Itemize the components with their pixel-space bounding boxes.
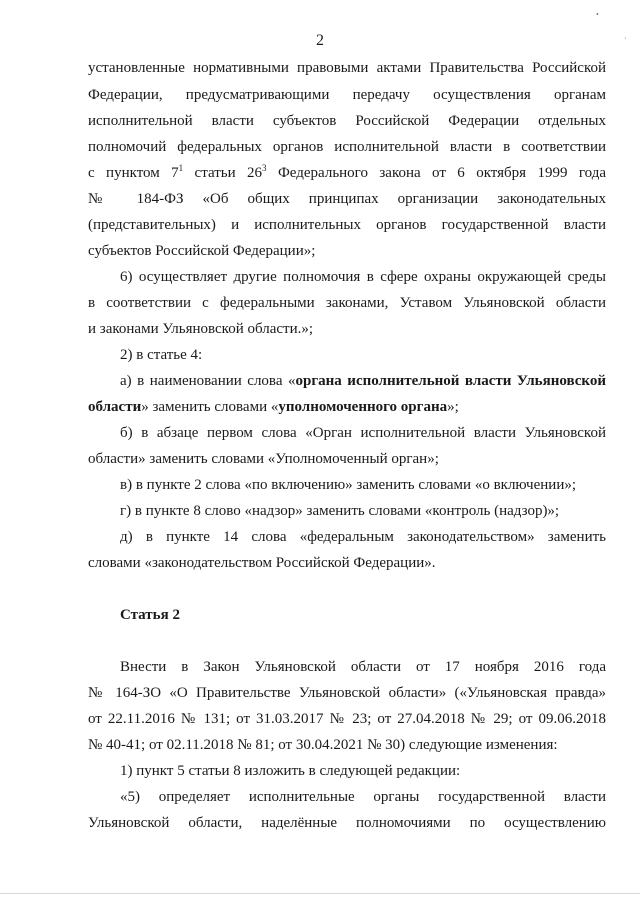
text-line: полномочий федеральных органов исполнительной власти в соответствии xyxy=(88,139,606,155)
text-line: «5) определяет исполнительные органы государственной власти xyxy=(120,789,606,805)
text-line: (представительных) и исполнительных органов государственной власти xyxy=(88,217,606,233)
text-line: б) в абзаце первом слова «Орган исполнительной власти Ульяновской xyxy=(120,425,606,441)
text-line: в соответствии с федеральными законами, Уставом Ульяновской области xyxy=(88,295,606,311)
scan-speck: · xyxy=(624,34,627,43)
text-line: Ульяновской области, наделённые полномочиями по осуществлению xyxy=(88,815,606,831)
text-line: г) в пункте 8 слово «надзор» заменить словами «контроль (надзор)»; xyxy=(120,503,560,519)
text-line-with-bold: а) в наименовании слова «органа исполнительной власти Ульяновской xyxy=(120,373,607,389)
text-line: установленные нормативными правовыми актами Правительства Российской xyxy=(88,60,606,76)
text-line: д) в пункте 14 слова «федеральным законодательством» заменить xyxy=(120,529,606,545)
text-line-with-superscripts: с пунктом $7^1$ статьи $26^3$ Федерального закона от 6 октября 1999 года xyxy=(88,163,606,181)
article-heading: Статья 2 xyxy=(120,607,180,623)
text-line: № 184-ФЗ «Об общих принципах организации законодательных xyxy=(88,191,606,207)
text-line: субъектов Российской Федерации»; xyxy=(88,243,316,259)
text-line: № 40-41; от 02.11.2018 № 81; от 30.04.2021 № 30) следующие изменения: xyxy=(88,737,558,753)
text-line: области» заменить словами «Уполномоченный орган»; xyxy=(88,451,439,467)
text-line: словами «законодательством Российской Федерации». xyxy=(88,555,436,571)
text-line: Внести в Закон Ульяновской области от 17 ноября 2016 года xyxy=(120,659,606,675)
text-line: и законами Ульяновской области.»; xyxy=(88,321,314,337)
text-line: в) в пункте 2 слова «по включению» заменить словами «о включении»; xyxy=(120,477,577,493)
text-line: от 22.11.2016 № 131; от 31.03.2017 № 23; от 27.04.2018 № 29; от 09.06.2018 xyxy=(88,711,606,727)
text-line: 2) в статье 4: xyxy=(120,347,203,363)
scan-bottom-edge xyxy=(0,893,640,894)
text-line: 6) осуществляет другие полномочия в сфере охраны окружающей среды xyxy=(120,269,606,285)
text-line: исполнительной власти субъектов Российской Федерации отдельных xyxy=(88,113,606,129)
page-number: 2 xyxy=(316,32,324,49)
text-line-with-bold: области» заменить словами «уполномоченного органа»; xyxy=(88,399,459,415)
scan-speck: • xyxy=(596,10,599,19)
text-line: 1) пункт 5 статьи 8 изложить в следующей редакции: xyxy=(120,763,461,779)
text-line: Федерации, предусматривающими передачу осуществления органам xyxy=(88,87,606,103)
text-line: № 164-ЗО «О Правительстве Ульяновской области» («Ульяновская правда» xyxy=(88,685,606,701)
